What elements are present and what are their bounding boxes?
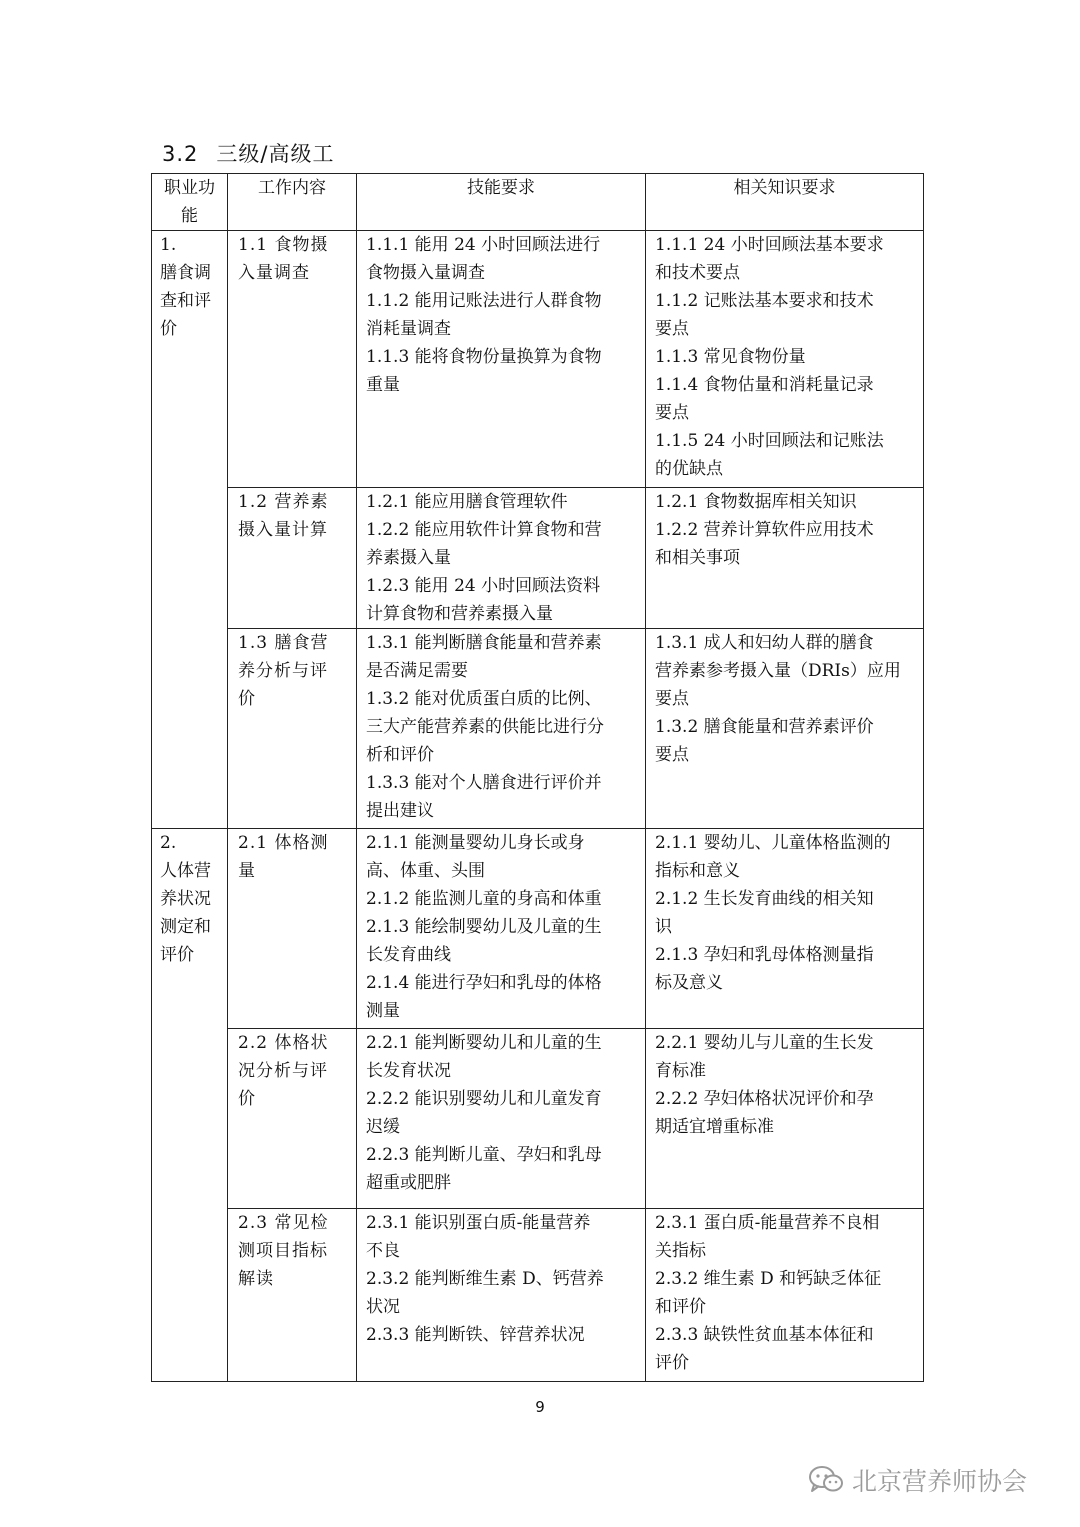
function-cell-line: 价 [160, 319, 177, 339]
section-title: 三级/高级工 [216, 142, 335, 166]
skill-requirement-cell-line: 2.1.1 能测量婴幼儿身长或身 [366, 833, 585, 853]
skill-requirement-cell-line: 2.2.3 能判断儿童、孕妇和乳母 [366, 1145, 602, 1165]
wechat-icon [808, 1465, 844, 1495]
work-content-cell-line: 解读 [238, 1269, 274, 1289]
knowledge-requirement-cell-line: 和技术要点 [655, 263, 740, 283]
work-content-cell [228, 829, 357, 1029]
skill-requirement-cell-line: 养素摄入量 [366, 548, 451, 568]
work-content-cell-line: 况分析与评 [238, 1061, 328, 1081]
work-content-cell-line: 入量调查 [238, 263, 310, 283]
knowledge-requirement-cell-line: 要点 [655, 403, 689, 423]
skill-requirement-cell-line: 2.1.4 能进行孕妇和乳母的体格 [366, 973, 602, 993]
knowledge-requirement-cell-line: 2.2.2 孕妇体格状况评价和孕 [655, 1089, 874, 1109]
knowledge-requirement-cell-line: 1.1.3 常见食物份量 [655, 347, 806, 367]
knowledge-requirement-cell-line: 2.3.2 维生素 D 和钙缺乏体征 [655, 1269, 882, 1289]
skill-requirement-cell-line: 食物摄入量调查 [366, 263, 485, 283]
skill-requirement-cell-line: 是否满足需要 [366, 661, 468, 681]
skill-requirement-cell [357, 629, 646, 829]
skill-requirement-cell-line: 2.2.1 能判断婴幼儿和儿童的生 [366, 1033, 602, 1053]
skill-requirement-cell-line: 2.2.2 能识别婴幼儿和儿童发育 [366, 1089, 602, 1109]
skill-requirement-cell-line: 2.3.1 能识别蛋白质-能量营养 [366, 1213, 591, 1233]
skills-requirement-table [151, 173, 924, 1382]
section-number: 3.2 [162, 142, 199, 166]
header-content: 工作内容 [228, 174, 357, 231]
knowledge-requirement-cell-line: 2.3.3 缺铁性贫血基本体征和 [655, 1325, 874, 1345]
knowledge-requirement-cell-line: 和相关事项 [655, 548, 740, 568]
knowledge-requirement-cell-line: 指标和意义 [655, 861, 740, 881]
knowledge-requirement-cell-line: 1.1.4 食物估量和消耗量记录 [655, 375, 874, 395]
knowledge-requirement-cell [646, 488, 924, 629]
skill-requirement-cell-line: 2.1.3 能绘制婴幼儿及儿童的生 [366, 917, 602, 937]
skill-requirement-cell-line: 状况 [366, 1297, 400, 1317]
work-content-cell [228, 488, 357, 629]
skill-requirement-cell-line: 2.3.2 能判断维生素 D、钙营养 [366, 1269, 604, 1289]
knowledge-requirement-cell-line: 1.3.2 膳食能量和营养素评价 [655, 717, 874, 737]
function-cell-line: 1. [160, 235, 177, 255]
skill-requirement-cell-line: 高、体重、头围 [366, 861, 485, 881]
knowledge-requirement-cell [646, 629, 924, 829]
function-cell-line: 查和评 [160, 291, 211, 311]
work-content-cell-line: 价 [238, 689, 256, 709]
function-cell-line: 膳食调 [160, 263, 211, 283]
skill-requirement-cell-line: 超重或肥胖 [366, 1173, 451, 1193]
knowledge-requirement-cell-line: 评价 [655, 1353, 689, 1373]
knowledge-requirement-cell-line: 要点 [655, 745, 689, 765]
knowledge-requirement-cell-line: 识 [655, 917, 672, 937]
knowledge-requirement-cell-line: 1.1.2 记账法基本要求和技术 [655, 291, 874, 311]
skill-requirement-cell-line: 消耗量调查 [366, 319, 451, 339]
knowledge-requirement-cell [646, 231, 924, 488]
page-number: 9 [535, 1398, 545, 1416]
knowledge-requirement-cell-line: 期适宜增重标准 [655, 1117, 774, 1137]
skill-requirement-cell [357, 231, 646, 488]
header-skills: 技能要求 [357, 174, 646, 231]
skill-requirement-cell-line: 提出建议 [366, 801, 434, 821]
skill-requirement-cell-line: 三大产能营养素的供能比进行分 [366, 717, 604, 737]
function-cell-line: 测定和 [160, 917, 211, 937]
table-row [152, 829, 924, 1029]
work-content-cell-line: 1.2 营养素 [238, 492, 329, 512]
function-cell-line: 养状况 [160, 889, 211, 909]
work-content-cell-line: 2.2 体格状 [238, 1033, 329, 1053]
work-content-cell-line: 量 [238, 861, 256, 881]
table-header-row [152, 174, 924, 231]
skill-requirement-cell-line: 长发育状况 [366, 1061, 451, 1081]
work-content-cell-line: 2.1 体格测 [238, 833, 329, 853]
skill-requirement-cell-line: 1.1.2 能用记账法进行人群食物 [366, 291, 602, 311]
skill-requirement-cell-line: 迟缓 [366, 1117, 400, 1137]
skill-requirement-cell [357, 1029, 646, 1209]
skill-requirement-cell-line: 1.2.1 能应用膳食管理软件 [366, 492, 568, 512]
skill-requirement-cell-line: 重量 [366, 375, 400, 395]
work-content-cell [228, 231, 357, 488]
skill-requirement-cell [357, 488, 646, 629]
knowledge-requirement-cell [646, 1209, 924, 1382]
knowledge-requirement-cell-line: 2.1.1 婴幼儿、儿童体格监测的 [655, 833, 891, 853]
knowledge-requirement-cell-line: 2.1.2 生长发育曲线的相关知 [655, 889, 874, 909]
skill-requirement-cell-line: 1.2.2 能应用软件计算食物和营 [366, 520, 602, 540]
knowledge-requirement-cell-line: 1.1.1 24 小时回顾法基本要求 [655, 235, 884, 255]
skill-requirement-cell [357, 1209, 646, 1382]
function-cell [152, 829, 228, 1382]
work-content-cell-line: 摄入量计算 [238, 520, 328, 540]
table-row [152, 1029, 924, 1209]
skill-requirement-cell-line: 1.3.3 能对个人膳食进行评价并 [366, 773, 602, 793]
work-content-cell-line: 测项目指标 [238, 1241, 328, 1261]
skill-requirement-cell-line: 1.1.3 能将食物份量换算为食物 [366, 347, 602, 367]
knowledge-requirement-cell-line: 关指标 [655, 1241, 706, 1261]
skill-requirement-cell-line: 2.3.3 能判断铁、锌营养状况 [366, 1325, 585, 1345]
section-heading [162, 138, 334, 168]
skill-requirement-cell-line: 不良 [366, 1241, 400, 1261]
work-content-cell-line: 价 [238, 1089, 256, 1109]
skill-requirement-cell-line: 测量 [366, 1001, 400, 1021]
skill-requirement-cell-line: 1.3.2 能对优质蛋白质的比例、 [366, 689, 602, 709]
knowledge-requirement-cell-line: 和评价 [655, 1297, 706, 1317]
knowledge-requirement-cell [646, 829, 924, 1029]
work-content-cell-line: 1.1 食物摄 [238, 235, 329, 255]
knowledge-requirement-cell-line: 1.2.1 食物数据库相关知识 [655, 492, 857, 512]
header-knowledge: 相关知识要求 [646, 174, 924, 231]
skill-requirement-cell-line: 计算食物和营养素摄入量 [366, 604, 553, 624]
knowledge-requirement-cell-line: 1.3.1 成人和妇幼人群的膳食 [655, 633, 874, 653]
knowledge-requirement-cell-line: 1.1.5 24 小时回顾法和记账法 [655, 431, 884, 451]
work-content-cell [228, 629, 357, 829]
knowledge-requirement-cell-line: 营养素参考摄入量（DRIs）应用 [655, 661, 901, 681]
knowledge-requirement-cell-line: 标及意义 [655, 973, 723, 993]
knowledge-requirement-cell-line: 的优缺点 [655, 459, 723, 479]
work-content-cell-line: 2.3 常见检 [238, 1213, 329, 1233]
watermark [808, 1462, 1027, 1498]
table-row [152, 1209, 924, 1382]
function-cell-line: 人体营 [160, 861, 211, 881]
skill-requirement-cell-line: 长发育曲线 [366, 945, 451, 965]
work-content-cell [228, 1029, 357, 1209]
knowledge-requirement-cell [646, 1029, 924, 1209]
skill-requirement-cell-line: 1.1.1 能用 24 小时回顾法进行 [366, 235, 601, 255]
knowledge-requirement-cell-line: 2.1.3 孕妇和乳母体格测量指 [655, 945, 874, 965]
knowledge-requirement-cell-line: 育标准 [655, 1061, 706, 1081]
table-row [152, 629, 924, 829]
work-content-cell-line: 养分析与评 [238, 661, 328, 681]
skill-requirement-cell-line: 析和评价 [366, 745, 434, 765]
knowledge-requirement-cell-line: 要点 [655, 319, 689, 339]
knowledge-requirement-cell-line: 1.2.2 营养计算软件应用技术 [655, 520, 874, 540]
skill-requirement-cell-line: 1.3.1 能判断膳食能量和营养素 [366, 633, 602, 653]
table-row [152, 488, 924, 629]
knowledge-requirement-cell-line: 2.2.1 婴幼儿与儿童的生长发 [655, 1033, 874, 1053]
header-function: 职业功 能 [152, 174, 228, 231]
function-cell [152, 231, 228, 829]
work-content-cell [228, 1209, 357, 1382]
function-cell-line: 2. [160, 833, 177, 853]
skill-requirement-cell-line: 2.1.2 能监测儿童的身高和体重 [366, 889, 602, 909]
table-row [152, 231, 924, 488]
knowledge-requirement-cell-line: 2.3.1 蛋白质-能量营养不良相 [655, 1213, 880, 1233]
watermark-text: 北京营养师协会 [852, 1467, 1028, 1496]
skill-requirement-cell-line: 1.2.3 能用 24 小时回顾法资料 [366, 576, 601, 596]
work-content-cell-line: 1.3 膳食营 [238, 633, 329, 653]
function-cell-line: 评价 [160, 945, 194, 965]
skill-requirement-cell [357, 829, 646, 1029]
knowledge-requirement-cell-line: 要点 [655, 689, 689, 709]
